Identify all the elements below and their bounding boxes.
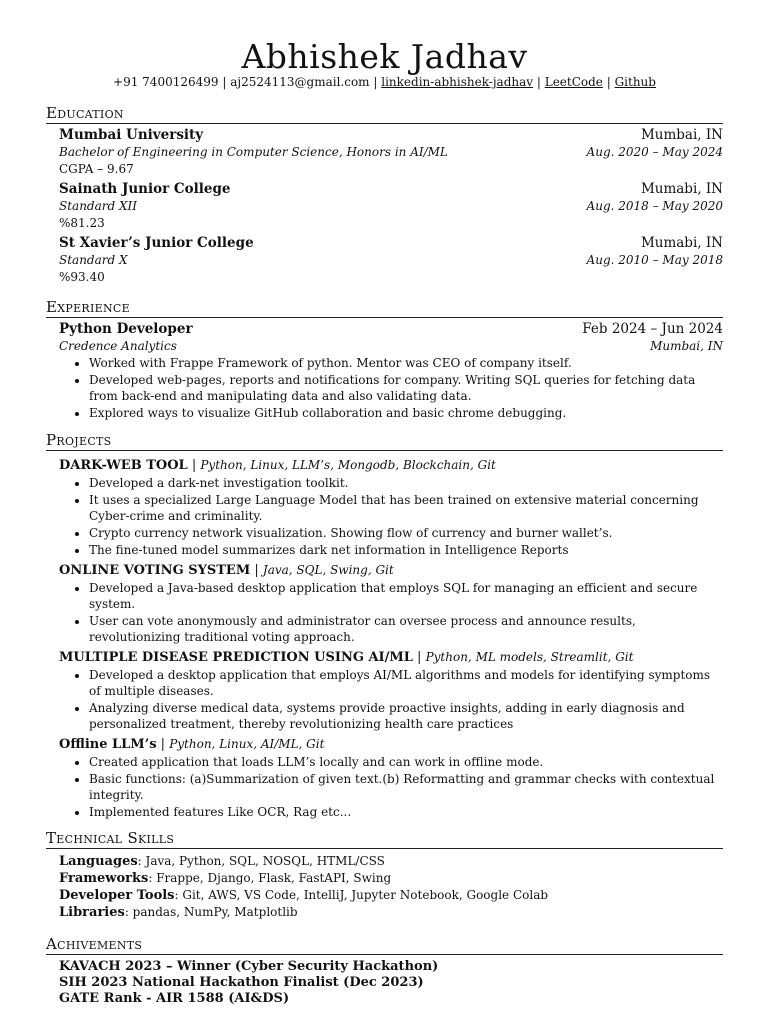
achievements-section: [46, 935, 723, 1007]
education-section: [46, 104, 723, 286]
list-item: • Implemented features Like OCR, Rag etc...: [89, 804, 723, 820]
company-name: Credence Analytics: [59, 339, 177, 353]
project-name: Offline LLM’s: [59, 737, 157, 752]
skills-section: [46, 829, 723, 921]
list-item: • It uses a specialized Large Language Model that has been trained on extensive material concerning Cyber-crime and criminality.: [89, 492, 723, 524]
skill-value: : Git, AWS, VS Code, IntelliJ, Jupyter Notebook, Google Colab: [174, 888, 549, 902]
skill-row: [59, 870, 723, 887]
separator: |: [533, 75, 545, 89]
candidate-name: Abhishek Jadhav: [241, 37, 528, 76]
achievements-list: [46, 959, 723, 1007]
project-name: DARK-WEB TOOL: [59, 458, 188, 473]
school-name: Sainath Junior College: [59, 181, 231, 197]
section-title-projects: Projects: [46, 431, 723, 451]
project-stack: Python, ML models, Streamlit, Git: [425, 650, 634, 664]
list-item: • Analyzing diverse medical data, systems provide proactive insights, adding in early diagnosis and personalized treatment, thereby revolutionizing health care practices: [89, 700, 723, 732]
list-item: • Developed a dark-net investigation toolkit.: [89, 475, 723, 491]
project-entry: ONLINE VOTING SYSTEM | Java, SQL, Swing, Git • Developed a Java-based desktop application that employs SQL for managing an efficient and secure system. • User can vote anonymously and administrator can oversee process and announce results, revolutionizing traditional voting approach.: [46, 561, 723, 645]
project-entry: MULTIPLE DISEASE PREDICTION USING AI/ML | Python, ML models, Streamlit, Git • Developed a desktop application that employs AI/ML algorithms and models for identifying symptoms of multiple diseases. • Analyzing diverse medical data, systems provide proactive insights, adding in early diagnosis and personalized treatment, thereby revolutionizing health care practices: [46, 648, 723, 732]
skill-key: Developer Tools: [59, 888, 175, 903]
degree: Standard XII: [59, 199, 138, 213]
skill-row: [59, 904, 723, 921]
achievement-item: SIH 2023 National Hackathon Finalist (Dec 2023): [59, 975, 424, 990]
section-title-education: Education: [46, 104, 723, 124]
list-item: • User can vote anonymously and administrator can oversee process and announce results, revolutionizing traditional voting approach.: [89, 613, 723, 645]
project-name: MULTIPLE DISEASE PREDICTION USING AI/ML: [59, 650, 413, 665]
projects-section: [46, 431, 723, 820]
section-title-experience: Experience: [46, 298, 723, 318]
experience-entry: [46, 321, 723, 421]
score: %93.40: [59, 270, 105, 284]
skill-value: : pandas, NumPy, Matplotlib: [124, 905, 298, 919]
project-stack: Java, SQL, Swing, Git: [262, 563, 394, 577]
skill-value: : Java, Python, SQL, NOSQL, HTML/CSS: [137, 854, 385, 868]
school-location: Mumabi, IN: [640, 181, 723, 197]
leetcode-link[interactable]: LeetCode: [544, 75, 603, 89]
score: CGPA – 9.67: [59, 162, 134, 176]
achievement-item: KAVACH 2023 – Winner (Cyber Security Hackathon): [59, 959, 439, 974]
list-item: • Explored ways to visualize GitHub collaboration and basic chrome debugging.: [89, 405, 723, 421]
dates: Aug. 2010 – May 2018: [586, 253, 723, 267]
list-item: • Developed web-pages, reports and notifications for company. Writing SQL queries for fetching data from back-end and manipulating data and also validating data.: [89, 372, 723, 404]
list-item: • Developed a desktop application that employs AI/ML algorithms and models for identifying symptoms of multiple diseases.: [89, 667, 723, 699]
experience-section: [46, 298, 723, 421]
degree: Bachelor of Engineering in Computer Science, Honors in AI/ML: [59, 145, 448, 159]
linkedin-link[interactable]: linkedin-abhishek-jadhav: [381, 75, 534, 89]
project-stack: Python, Linux, LLM’s, Mongodb, Blockchain, Git: [200, 458, 496, 472]
project-entry: Offline LLM’s | Python, Linux, AI/ML, Git • Created application that loads LLM’s locally and can work in offline mode. • Basic functions: (a)Summarization of given text.(b) Reformatting and grammar checks with contextual integrity. • Implemented features Like OCR, Rag etc...: [46, 735, 723, 820]
list-item: • Created application that loads LLM’s locally and can work in offline mode.: [89, 754, 723, 770]
school-name: St Xavier’s Junior College: [59, 235, 254, 251]
skill-key: Libraries: [59, 905, 125, 920]
section-title-skills: Technical Skills: [46, 829, 723, 849]
job-role: Python Developer: [59, 321, 193, 337]
list-item: • The fine-tuned model summarizes dark net information in Intelligence Reports: [89, 542, 723, 558]
job-dates: Feb 2024 – Jun 2024: [582, 321, 723, 337]
score: %81.23: [59, 216, 105, 230]
experience-bullets: [59, 355, 723, 421]
skill-row: [59, 887, 723, 904]
school-location: Mumabi, IN: [640, 235, 723, 251]
school-location: Mumbai, IN: [640, 127, 723, 143]
email-link[interactable]: aj2524113@gmail.com: [230, 75, 370, 89]
list-item: • Crypto currency network visualization. Showing flow of currency and burner wallet’s.: [89, 525, 723, 541]
list-item: • Worked with Frappe Framework of python. Mentor was CEO of company itself.: [89, 355, 723, 371]
list-item: • Developed a Java-based desktop application that employs SQL for managing an efficient and secure system.: [89, 580, 723, 612]
dates: Aug. 2020 – May 2024: [586, 145, 723, 159]
contact-line: [46, 74, 723, 90]
skill-row: [59, 853, 723, 870]
project-stack: Python, Linux, AI/ML, Git: [169, 737, 325, 751]
github-link[interactable]: Github: [614, 75, 656, 89]
section-title-achievements: Achivements: [46, 935, 723, 955]
education-entry: [46, 181, 723, 232]
separator: |: [369, 75, 382, 89]
job-location: Mumbai, IN: [650, 339, 723, 353]
project-entry: DARK-WEB TOOL | Python, Linux, LLM’s, Mongodb, Blockchain, Git • Developed a dark-net investigation toolkit. • It uses a specialized Large Language Model that has been trained on extensive material concerning Cyber-crime and criminality. • Crypto currency network visualization. Showing flow of currency and burner wallet’s. • The fine-tuned model summarizes dark net information in Intelligence Reports: [46, 456, 723, 558]
dates: Aug. 2018 – May 2020: [586, 199, 723, 213]
skill-key: Frameworks: [59, 871, 149, 886]
separator: |: [602, 75, 615, 89]
education-entry: [46, 235, 723, 286]
list-item: • Basic functions: (a)Summarization of given text.(b) Reformatting and grammar checks with contextual integrity.: [89, 771, 723, 803]
achievement-item: GATE Rank - AIR 1588 (AI&DS): [59, 991, 290, 1006]
school-name: Mumbai University: [59, 127, 204, 143]
degree: Standard X: [59, 253, 128, 267]
skill-key: Languages: [59, 854, 138, 869]
education-entry: [46, 127, 723, 178]
phone: +91 7400126499: [113, 75, 219, 89]
skills-list: [46, 853, 723, 921]
project-name: ONLINE VOTING SYSTEM: [59, 563, 251, 578]
skill-value: : Frappe, Django, Flask, FastAPI, Swing: [148, 871, 392, 885]
separator: |: [218, 75, 231, 89]
resume-page: [46, 37, 723, 1007]
